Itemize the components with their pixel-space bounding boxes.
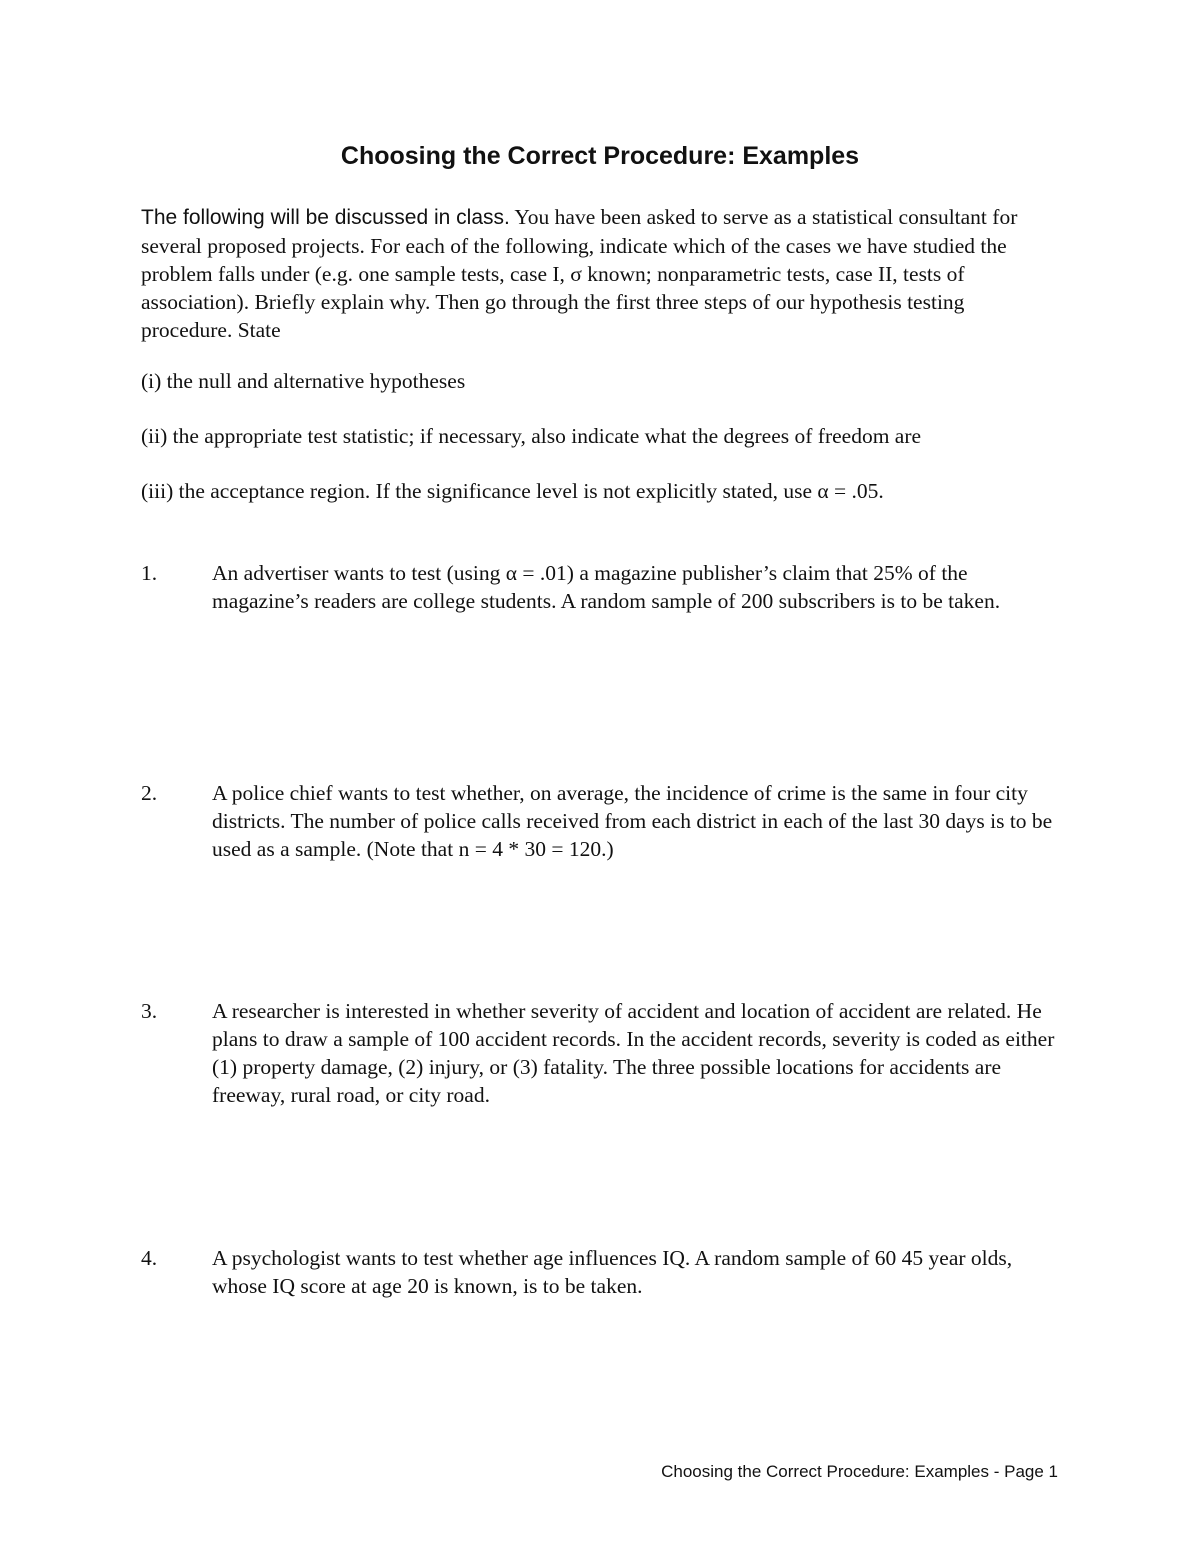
problem-text: A researcher is interested in whether severity of accident and location of accident are related. He plans to draw a sample of 100 accident records. In the accident records, severity is coded as either (1) property damage, (2) injury, or (3) fatality. The three possible locations for accidents are freeway, rural road, or city road. [212, 999, 1055, 1107]
page-title: Choosing the Correct Procedure: Examples [340, 142, 860, 170]
problem-number: 3. [141, 999, 158, 1023]
page-footer: Choosing the Correct Procedure: Examples - Page 1 [661, 1462, 1058, 1481]
problem-text: A police chief wants to test whether, on average, the incidence of crime is the same in four city districts. The number of police calls received from each district in each of the last 30 days is to be used as a sample. (Note that n = 4 * 30 = 120.) [212, 781, 1053, 861]
problem-text: A psychologist wants to test whether age influences IQ. A random sample of 60 45 year olds, whose IQ score at age 20 is known, is to be taken. [212, 1246, 1013, 1298]
step-i: (i) the null and alternative hypotheses [141, 369, 466, 393]
intro-body: You have been asked to serve as a statistical consultant for several proposed projects. For each of the following, indicate which of the cases we have studied the problem falls under (e.g. one sample tests, case I, σ known; nonparametric tests, case II, tests of association). Briefly explain why. Then go through the first three steps of our hypothesis testing procedure. State [141, 205, 1018, 342]
intro-paragraph [141, 203, 1061, 344]
problem-number: 4. [141, 1246, 158, 1270]
problem-text: An advertiser wants to test (using α = .01) a magazine publisher’s claim that 25% of the magazine’s readers are college students. A random sample of 200 subscribers is to be taken. [212, 561, 1001, 613]
problem-number: 1. [141, 561, 158, 585]
step-iii: (iii) the acceptance region. If the significance level is not explicitly stated, use α = .05. [141, 479, 884, 503]
step-ii: (ii) the appropriate test statistic; if necessary, also indicate what the degrees of freedom are [141, 424, 922, 448]
intro-lead: The following will be discussed in class. [141, 206, 510, 229]
problem-number: 2. [141, 781, 158, 805]
